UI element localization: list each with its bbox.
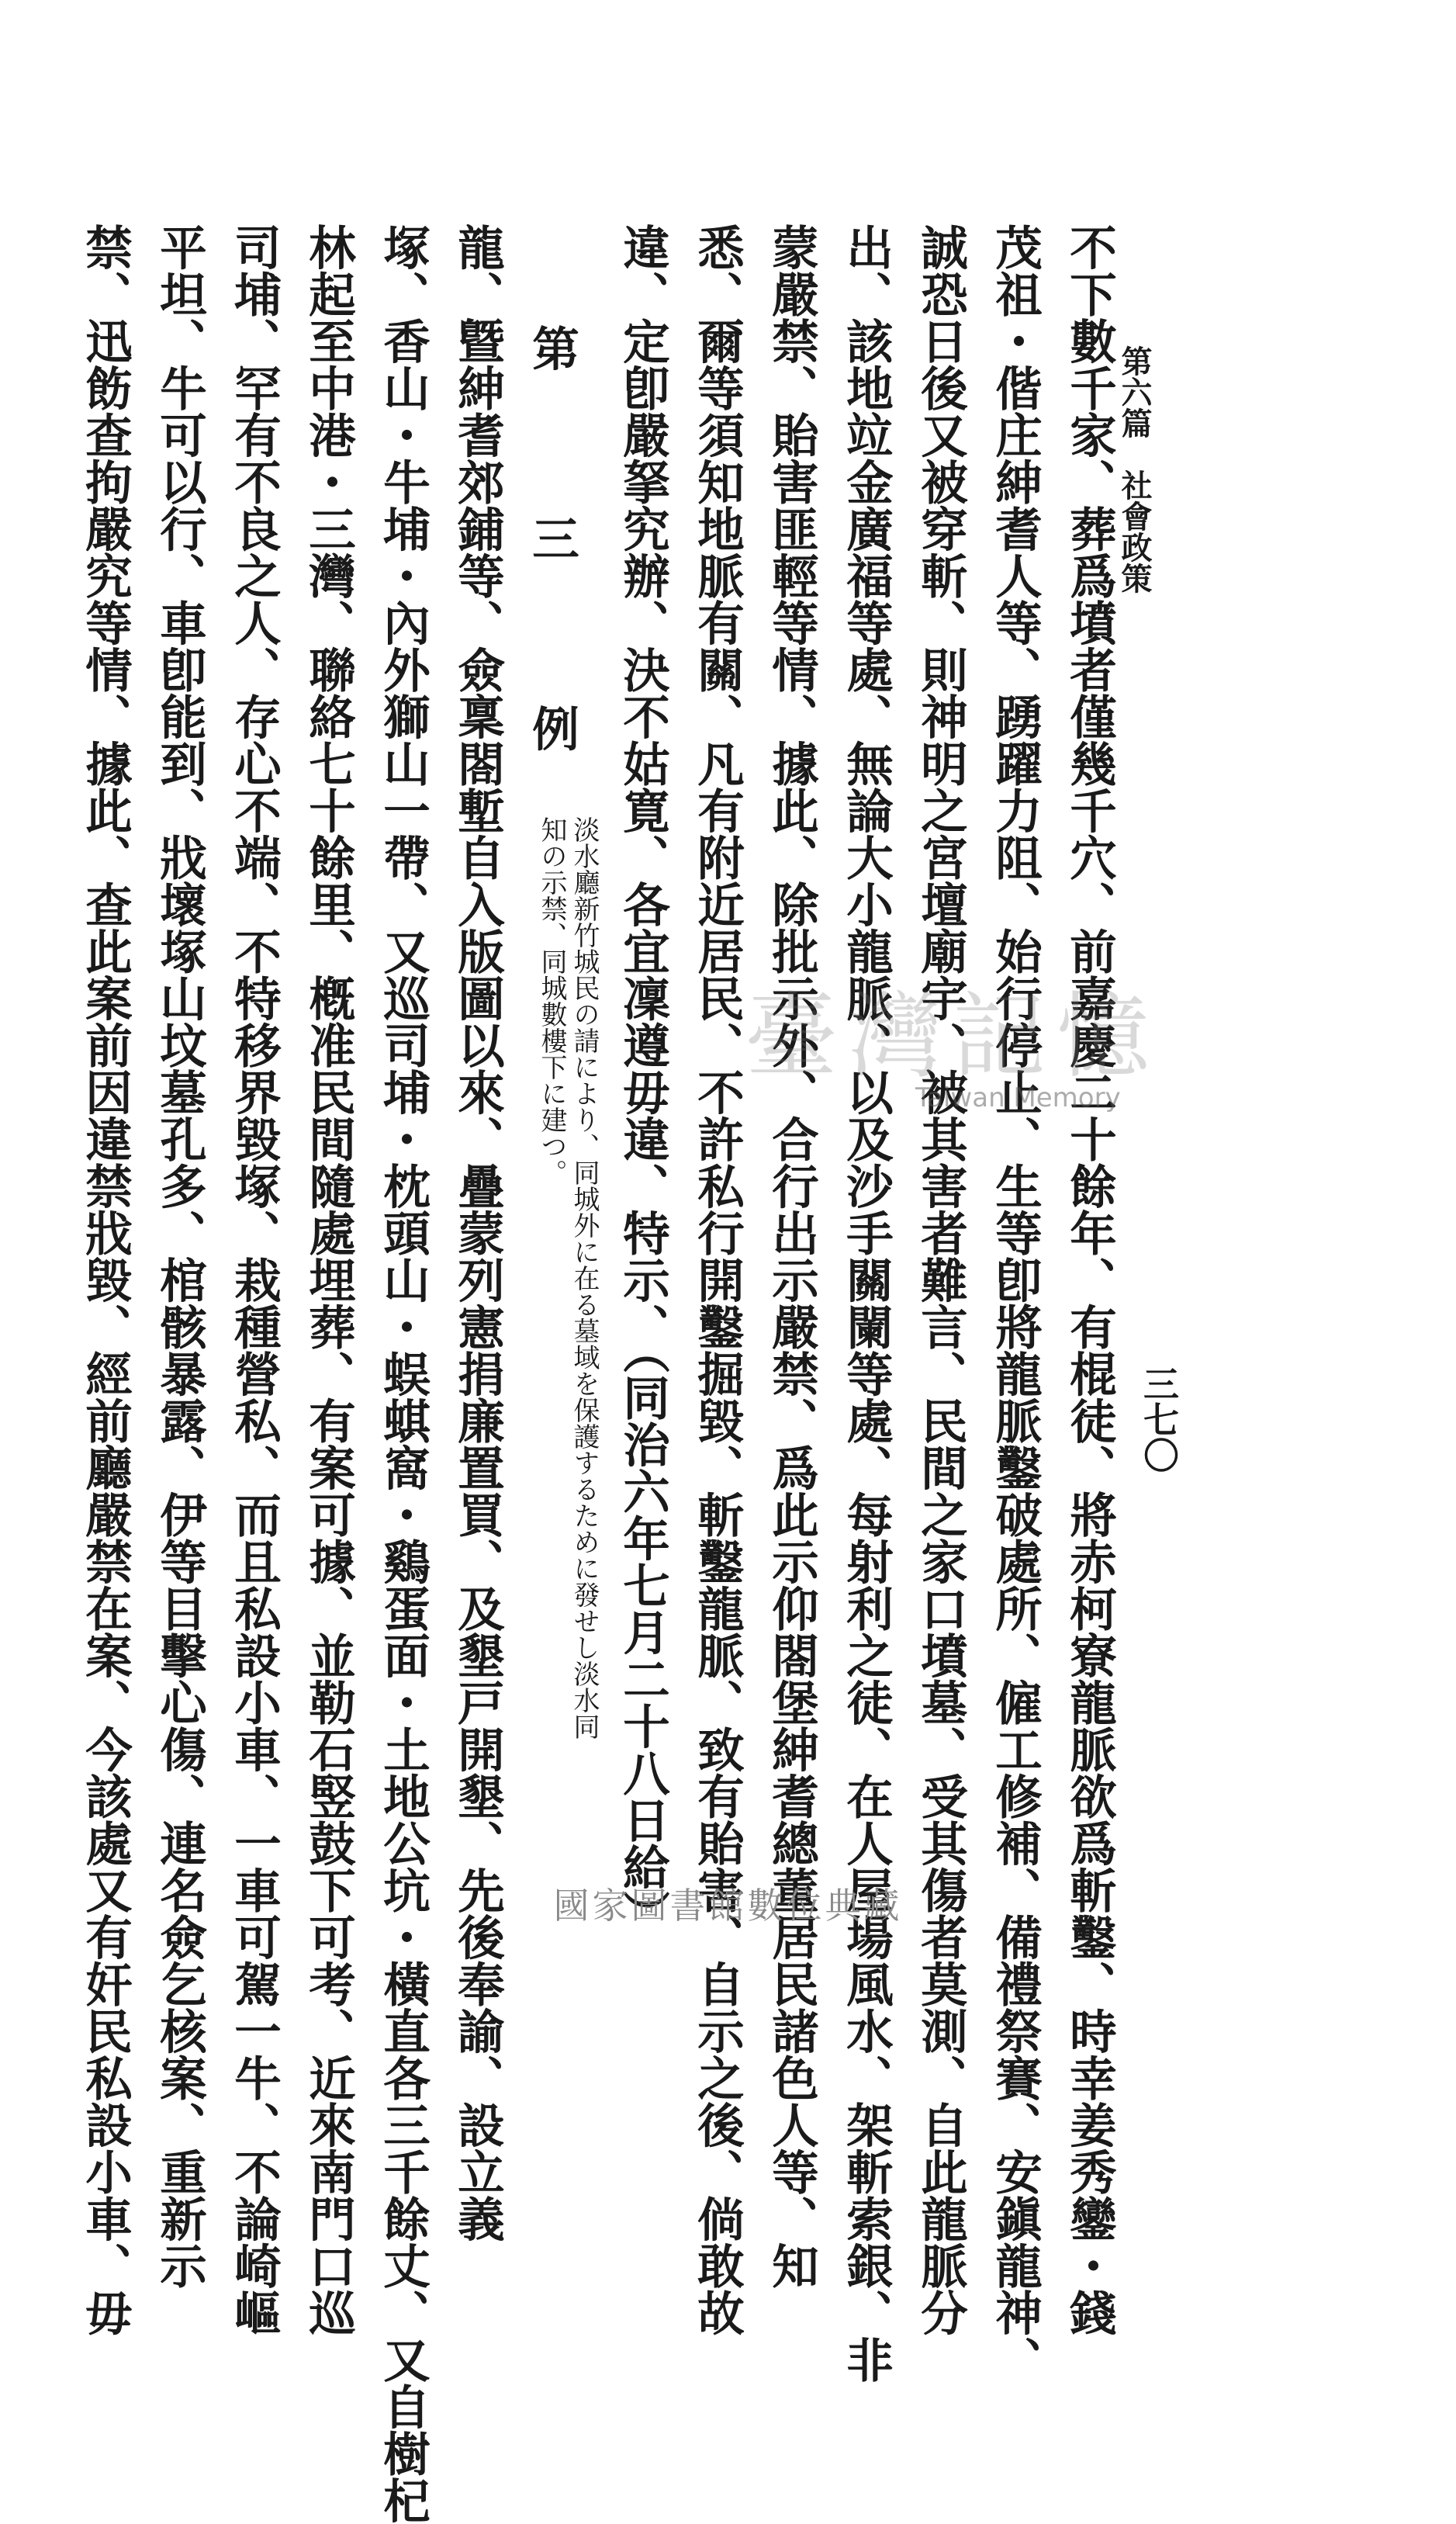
watermark-logo: 臺灣記憶 (745, 983, 1160, 1091)
text-column: 違、定卽嚴拏究辦、決不姑寛、各宜凜遵毋違、特示、（同治六年七月二十八日給） (615, 223, 670, 1937)
text-column: 不下數千家、葬爲墳者僅幾千穴、前嘉慶二十餘年、有棍徒、將赤柯寮龍脈欲爲斬鑿、時幸姜秀鑾・錢 (1062, 223, 1117, 2336)
text-column: 林起至中港・三灣、聯絡七十餘里、槪准民間隨處埋葬、有案可據、並勒石竪鼓下可考、近來南門口巡 (301, 223, 356, 2336)
text-column: 禁、迅飭查拘嚴究等情、據此、查此案前因違禁戕毀、經前廳嚴禁在案、今該處又有奸民私設小車、毋 (78, 223, 133, 2336)
text-column: 出、該地竝金廣福等處、無論大小龍脈、以及沙手關闌等處、每射利之徒、在人屋場風水、架斬索銀、非 (839, 223, 894, 2383)
running-title: 第六篇 社會政策 (1116, 345, 1153, 594)
text-column: 平坦、牛可以行、車卽能到、戕壞塚山坟墓孔多、棺骸暴露、伊等目擊心傷、連名僉乞核案、重新示 (152, 223, 207, 2289)
text-column: 誠恐日後又被穿斬、則神明之宮壇廟宇、被其害者難言、民間之家口墳墓、受其傷者莫測、自此龍脈分 (913, 223, 968, 2336)
footer-credit: 國家圖書館數位典藏 (553, 1885, 903, 1927)
example-label: 第 三 例 (524, 324, 579, 800)
text-column: 茂祖・偕庄紳耆人等、踴躍力阻、始行停止、生等卽將龍脈鑿破處所、僱工修補、備禮祭賽、安鎭龍神、 (987, 223, 1043, 2383)
example-heading (514, 223, 605, 1822)
text-column: 司埔、罕有不良之人、存心不端、不特移界毀塚、栽種營私、而且私設小車、一車可駕一牛、不論崎嶇 (227, 223, 282, 2336)
text-column: 龍、曁紳耆郊鋪等、僉稟閤塹自入版圖以來、疊蒙列憲捐廉置買、及墾戸開墾、先後奉諭、設立義 (450, 223, 505, 2242)
text-column: 塚、香山・牛埔・內外獅山一帶、又巡司埔・枕頭山・蜈蜞窩・鷄蛋面・土地公坑・橫直各三千餘丈、又自樹杞 (375, 223, 431, 2524)
example-note: 淡水廳新竹城民の請により、同城外に在る墓域を保護するために發せし淡水同知の示禁、同城數樓下に建つ。 (536, 815, 600, 1740)
text-column: 悉、爾等須知地脈有關、凡有附近居民、不許私行開鑿掘毀、斬鑿龍脈、致有貽害、自示之後、倘敢故 (690, 223, 745, 2336)
watermark-subtext: Taiwan Memory (915, 1082, 1121, 1113)
page-number: 三七〇 (1138, 1366, 1180, 1473)
text-column: 蒙嚴禁、貽害匪輕等情、據此、除批示外、合行出示嚴禁、爲此示仰閤堡紳耆總董居民諸色人等、知 (764, 223, 819, 2289)
